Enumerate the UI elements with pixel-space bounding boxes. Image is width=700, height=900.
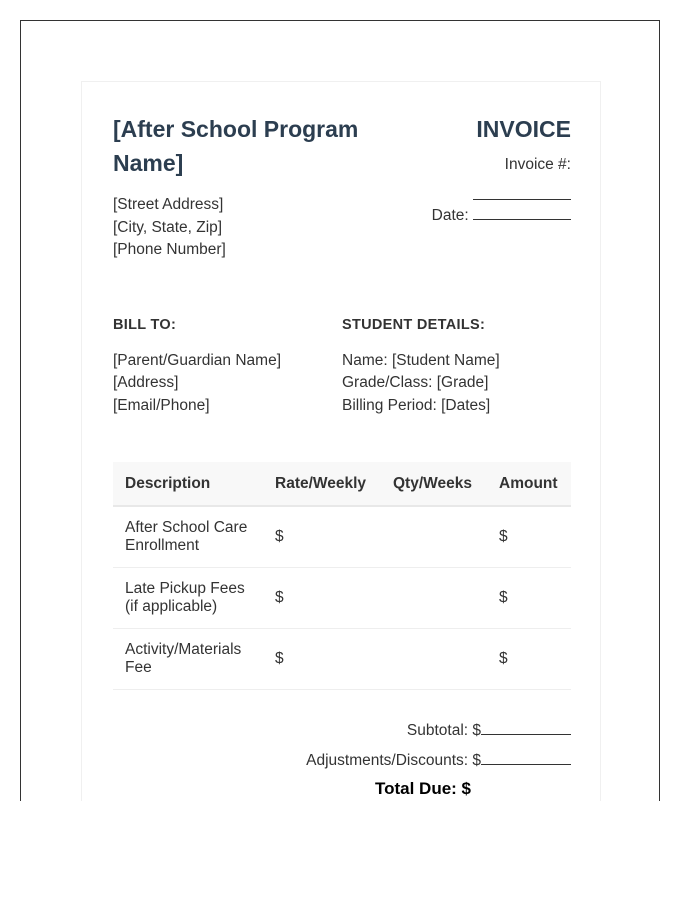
adjustments-label: Adjustments/Discounts: $ <box>306 752 481 769</box>
total-due: Total Due: $ <box>374 779 471 798</box>
subtotal-line <box>113 719 571 740</box>
table-row <box>113 506 571 568</box>
row-description: Activity/Materials Fee <box>113 629 263 690</box>
student-details-heading: STUDENT DETAILS: <box>342 316 486 333</box>
table-header-row <box>113 462 571 506</box>
billing-period: Billing Period: [Dates] <box>342 396 491 414</box>
invoice-meta <box>380 112 571 227</box>
totals-section <box>113 719 571 799</box>
bill-to-heading: BILL TO: <box>113 316 177 333</box>
table-row <box>113 629 571 690</box>
row-rate: $ <box>263 506 381 568</box>
street-address: [Street Address] <box>113 196 224 213</box>
date-row <box>380 202 571 227</box>
document-frame <box>20 20 660 801</box>
invoice-number-label: Invoice #: <box>504 156 571 173</box>
subtotal-blank <box>481 719 571 735</box>
row-amount: $ <box>487 506 571 568</box>
program-address <box>113 194 380 262</box>
row-rate: $ <box>263 629 381 690</box>
invoice-number-blank <box>473 182 571 200</box>
parties-section <box>113 316 571 418</box>
header-rate: Rate/Weekly <box>263 462 381 506</box>
invoice-sheet <box>81 81 601 801</box>
parent-contact: [Email/Phone] <box>113 396 210 414</box>
row-amount: $ <box>487 629 571 690</box>
bill-to-section <box>113 316 342 418</box>
line-items-table <box>113 462 571 690</box>
adjustments-line <box>113 749 571 770</box>
row-description: After School Care Enrollment <box>113 506 263 568</box>
subtotal-label: Subtotal: $ <box>406 722 481 739</box>
row-qty <box>381 568 487 629</box>
invoice-content <box>113 112 571 799</box>
header-description: Description <box>113 462 263 506</box>
adjustments-blank <box>481 749 571 765</box>
invoice-title: INVOICE <box>476 116 571 142</box>
row-description: Late Pickup Fees (if applicable) <box>113 568 263 629</box>
date-blank <box>473 202 571 220</box>
date-label: Date: <box>431 207 469 224</box>
phone-number: [Phone Number] <box>113 241 226 258</box>
city-state-zip: [City, State, Zip] <box>113 218 223 236</box>
row-qty <box>381 629 487 690</box>
invoice-header <box>113 112 571 262</box>
parent-name: [Parent/Guardian Name] <box>113 351 282 369</box>
student-name: Name: [Student Name] <box>342 351 500 369</box>
header-qty: Qty/Weeks <box>381 462 487 506</box>
program-info <box>113 112 380 262</box>
parent-address: [Address] <box>113 374 179 391</box>
table-row <box>113 568 571 629</box>
program-name: [After School Program Name] <box>113 116 359 176</box>
row-amount: $ <box>487 568 571 629</box>
header-amount: Amount <box>487 462 571 506</box>
student-details-section <box>342 316 571 418</box>
student-grade: Grade/Class: [Grade] <box>342 374 489 391</box>
row-rate: $ <box>263 568 381 629</box>
row-qty <box>381 506 487 568</box>
